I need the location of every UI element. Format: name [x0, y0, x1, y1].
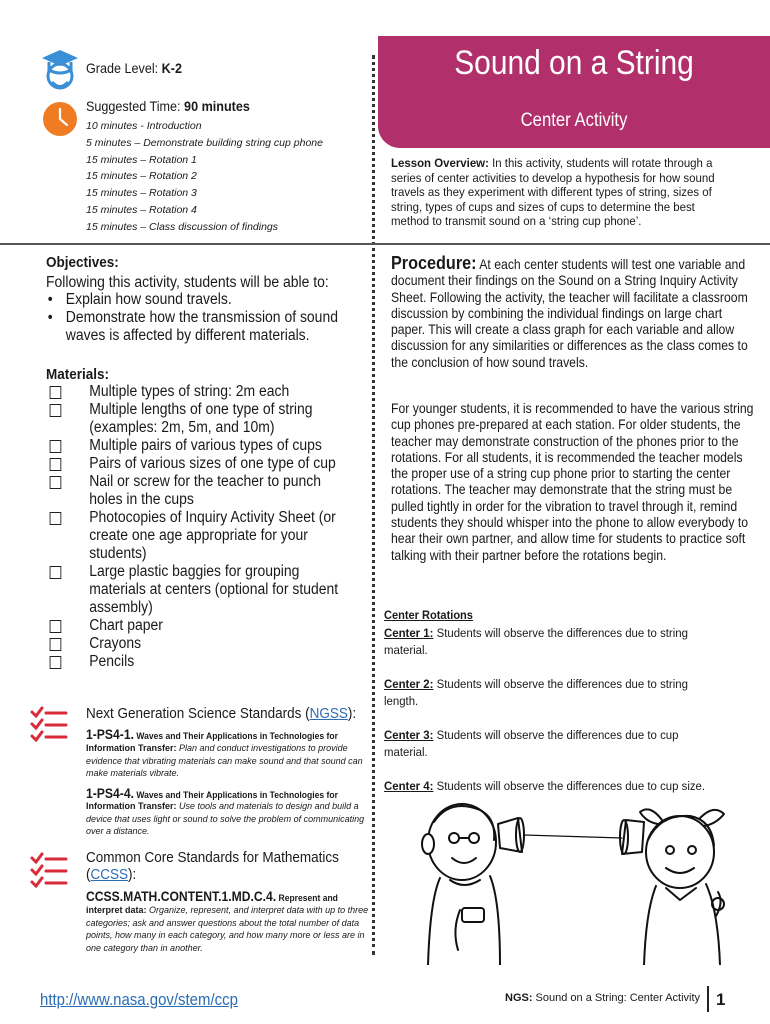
suggested-time: Suggested Time: 90 minutes [86, 98, 250, 114]
list-item: 15 minutes – Rotation 2 [86, 170, 197, 183]
section-divider [0, 243, 770, 245]
center-1: Center 1: Students will observe the differences due to string material. [384, 626, 688, 657]
checklist-icon [30, 706, 68, 742]
list-item: Pencils [46, 653, 352, 671]
footer-url-link[interactable]: http://www.nasa.gov/stem/ccp [40, 990, 238, 1009]
ccss-standard: CCSS.MATH.CONTENT.1.MD.C.4. Represent and [86, 889, 338, 904]
ccss-link[interactable]: CCSS [90, 866, 129, 883]
list-item: 5 minutes – Demonstrate building string cup phone [86, 136, 323, 149]
checkbox-icon [50, 404, 62, 417]
objectives-heading: Objectives: [46, 254, 119, 271]
list-item: 15 minutes – Rotation 1 [86, 153, 197, 166]
checkbox-icon [50, 638, 62, 651]
ngss-title: Next Generation Science Standards (NGSS): [86, 705, 357, 722]
ngss-standard-2-desc: Information Transfer: Use tools and materials to design and build a device that uses light or sound to solve the problem of communicating over a distance. [86, 801, 365, 836]
page-title: Sound on a String [454, 44, 694, 82]
ngss-link[interactable]: NGSS [309, 705, 348, 722]
list-item: Crayons [46, 635, 352, 653]
list-item: Nail or screw for the teacher to punch holes in the cups [46, 473, 352, 509]
checkbox-icon [50, 566, 62, 579]
footer-divider [707, 986, 709, 1012]
page-number: 1 [716, 990, 726, 1009]
objectives-intro: Following this activity, students will be able to: [46, 274, 329, 291]
list-item: Pairs of various sizes of one type of cup [46, 455, 352, 473]
procedure-heading: Procedure: [391, 253, 477, 273]
lesson-overview: Lesson Overview: In this activity, students will rotate through a series of center activities to develop a hypothesis for how sound travels as they experiment with different types of string, sizes of string, types of cups and sizes of cups to determine the best method to transmit sound on a ‘string cup phone’. [391, 156, 715, 229]
checkbox-icon [50, 512, 62, 525]
list-item: Multiple lengths of one type of string (examples: 2m, 5m, and 10m) [46, 401, 352, 437]
checkbox-icon [50, 620, 62, 633]
list-item: 15 minutes – Rotation 3 [86, 187, 197, 200]
ngss-standard-1-desc: Information Transfer: Plan and conduct investigations to provide evidence that vibrating materials can make sound and that sound can make materials vibrate. [86, 743, 363, 778]
ccss-title: Common Core Standards for Mathematics [86, 849, 339, 866]
page-subtitle: Center Activity [520, 110, 628, 131]
center-rotations-heading: Center Rotations [384, 608, 473, 622]
list-item: 10 minutes - Introduction [86, 120, 202, 132]
list-item: Large plastic baggies for grouping materials at centers (optional for student assembly) [46, 563, 352, 617]
graduation-cap-icon [40, 48, 80, 92]
procedure-paragraph-2: For younger students, it is recommended to have the various string cup phones pre-prepared at each station. For older students, the teacher may demonstrate construction of the phones prior to the rotations. For all students, it is recommended the teacher models the proper use of a string cup phone prior to starting the center rotations. The teacher may demonstrate that the string must be pulled tightly in order for the vibration to travel through it, remind students they should whisper into the phone to allow everybody to hear their own partner, and allow time for students to practice soft talking with their partner before the rotations begin. [391, 401, 754, 563]
list-item: 15 minutes – Rotation 4 [86, 203, 197, 216]
checklist-icon [30, 852, 68, 888]
checkbox-icon [50, 476, 62, 489]
kids-string-phone-illustration [400, 800, 740, 965]
ccss-title-link-line: (CCSS): [86, 866, 137, 883]
footer-label: NGS: Sound on a String: Center Activity [505, 992, 701, 1004]
center-2: Center 2: Students will observe the differences due to string length. [384, 677, 688, 708]
list-item: Multiple types of string: 2m each [46, 383, 352, 401]
center-3: Center 3: Students will observe the differences due to cup material. [384, 728, 679, 759]
ccss-standard-desc: interpret data: Organize, represent, and interpret data with up to three categories; ask and answer questions about the total number of data points, how many in each category, and how many more or less are in one category than in another. [86, 905, 369, 953]
ngss-standard-2: 1-PS4-4. Waves and Their Applications in Technologies for [86, 786, 338, 801]
list-item: Chart paper [46, 617, 352, 635]
ngss-standard-1: 1-PS4-1. Waves and Their Applications in Technologies for [86, 727, 338, 742]
procedure-text: Procedure: At each center students will test one variable and document their findings on the Sound on a String Inquiry Activity Sheet. Following the activity, the teacher will facilitate a classroom discussion by combining the individual findings on large chart paper. This will create a class graph for each variable and allow discussion for any similarities or differences as the class comes to the conclusion of how sound travels. [391, 253, 748, 370]
list-item: Multiple pairs of various types of cups [46, 437, 352, 455]
center-4: Center 4: Students will observe the differences due to cup size. [384, 779, 706, 793]
grade-level: Grade Level: K-2 [86, 60, 182, 76]
checkbox-icon [50, 440, 62, 453]
materials-list [46, 383, 352, 671]
checkbox-icon [50, 656, 62, 669]
list-item: • Demonstrate how the transmission of sound waves is affected by different materials. [46, 309, 352, 345]
checkbox-icon [50, 458, 62, 471]
clock-icon [42, 101, 78, 137]
list-item: 15 minutes – Class discussion of findings [86, 220, 279, 233]
list-item: Photocopies of Inquiry Activity Sheet (or create one age appropriate for your students) [46, 509, 352, 563]
time-breakdown-list [86, 118, 323, 236]
list-item: • Explain how sound travels. [46, 291, 352, 309]
materials-heading: Materials: [46, 366, 110, 383]
checkbox-icon [50, 386, 62, 399]
objectives-list [46, 291, 352, 345]
